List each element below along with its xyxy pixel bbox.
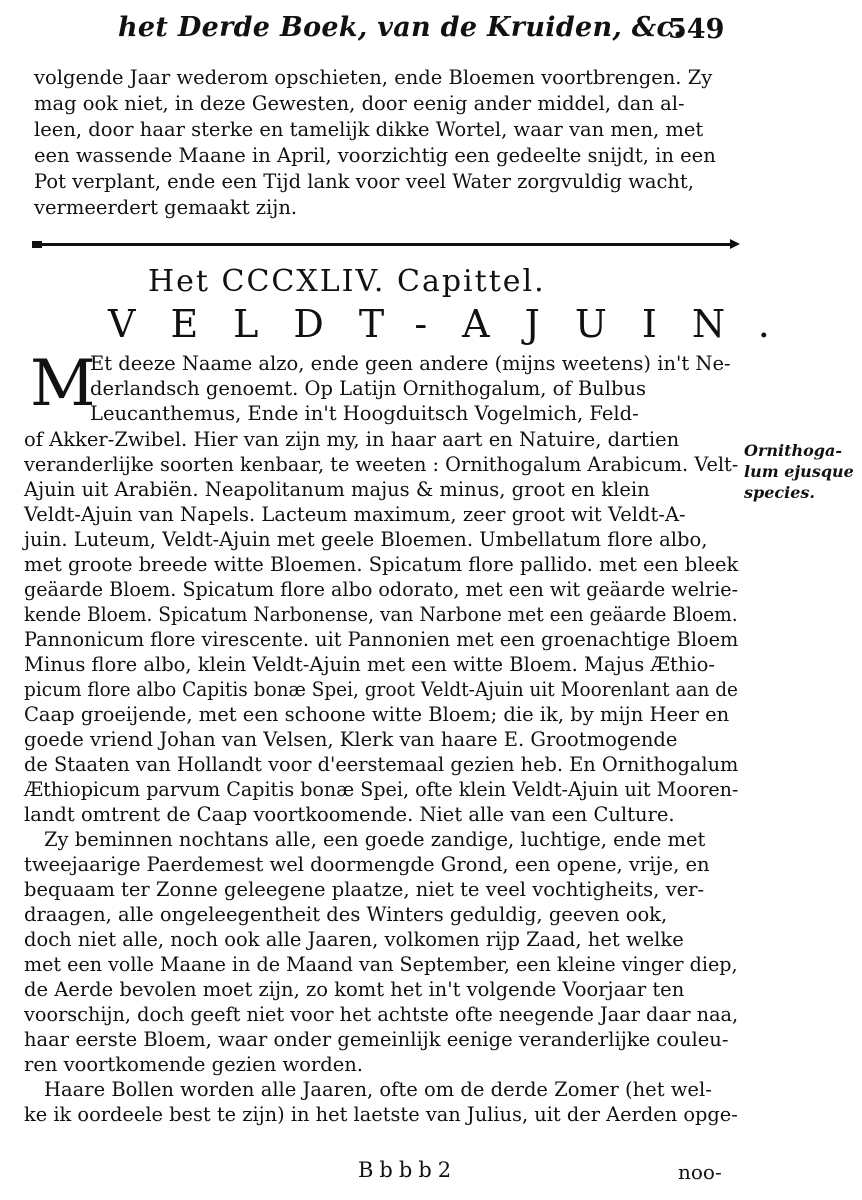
text-line: of Akker-Zwibel. Hier van zijn my, in haar aart en Natuire, dartien [24, 428, 680, 451]
text-line: de Aerde bevolen moet zijn, zo komt het in't volgende Voorjaar ten [24, 978, 685, 1001]
text-line: Minus flore albo, klein Veldt-Ajuin met een witte Bloem. Majus Æthio- [24, 653, 715, 676]
text-line: tweejaarige Paerdemest wel doormengde Grond, een opene, vrije, en [24, 853, 710, 876]
text-line: Haare Bollen worden alle Jaaren, ofte om de derde Zomer (het wel- [44, 1078, 712, 1101]
catchword: noo- [678, 1160, 722, 1184]
text-line: Ajuin uit Arabiën. Neapolitanum majus & minus, groot en klein [24, 478, 650, 501]
text-line: Caap groeijende, met een schoone witte Bloem; die ik, by mijn Heer en [24, 703, 730, 726]
text-line: derlandsch genoemt. Op Latijn Ornithogalum, of Bulbus [90, 377, 646, 400]
text-line: juin. Luteum, Veldt-Ajuin met geele Bloemen. Umbellatum flore albo, [24, 528, 708, 551]
text-line: haar eerste Bloem, waar onder gemeinlijk eenige veranderlijke couleu- [24, 1028, 729, 1051]
text-line: picum flore albo Capitis bonæ Spei, groot Veldt-Ajuin uit Moorenlant aan de [24, 678, 738, 701]
text-line: ke ik oordeele best te zijn) in het laetste van Julius, uit der Aerden opge- [24, 1103, 738, 1126]
signature-mark: Bbbb2 [358, 1158, 458, 1182]
text-line: vermeerdert gemaakt zijn. [34, 196, 298, 219]
text-line: Veldt-Ajuin van Napels. Lacteum maximum, zeer groot wit Veldt-A- [24, 503, 686, 526]
text-line: een wassende Maane in April, voorzichtig een gedeelte snijdt, in een [34, 144, 716, 167]
text-line: Zy beminnen nochtans alle, een goede zandige, luchtige, ende met [44, 828, 706, 851]
text-line: Leucanthemus, Ende in't Hoogduitsch Vogelmich, Feld- [90, 402, 639, 425]
chapter-title: VELDT-AJUIN. [108, 302, 805, 346]
running-head: het Derde Boek, van de Kruiden, &c. [118, 12, 683, 43]
text-line: Pot verplant, ende een Tijd lank voor veel Water zorgvuldig wacht, [34, 170, 694, 193]
text-line: mag ook niet, in deze Gewesten, door eenig ander middel, dan al- [34, 92, 685, 115]
chapter-heading: Het CCCXLIV. Capittel. [148, 264, 546, 299]
text-line: de Staaten van Hollandt voor d'eerstemaal gezien heb. En Ornithogalum [24, 753, 739, 776]
text-line: Æthiopicum parvum Capitis bonæ Spei, ofte klein Veldt-Ajuin uit Mooren- [24, 778, 739, 801]
text-line: draagen, alle ongeleegentheit des Winters geduldig, geeven ook, [24, 903, 668, 926]
text-line: bequaam ter Zonne geleegene plaatze, niet te veel vochtigheits, ver- [24, 878, 705, 901]
text-line: met een volle Maane in de Maand van September, een kleine vinger diep, [24, 953, 738, 976]
text-line: veranderlijke soorten kenbaar, te weeten : Ornithogalum Arabicum. Velt- [24, 453, 739, 476]
text-line: volgende Jaar wederom opschieten, ende Bloemen voortbrengen. Zy [34, 66, 713, 89]
text-line: landt omtrent de Caap voortkoomende. Niet alle van een Culture. [24, 803, 675, 826]
page-number: 549 [668, 14, 725, 45]
text-line: doch niet alle, noch ook alle Jaaren, volkomen rijp Zaad, het welke [24, 928, 684, 951]
text-line: ren voortkomende gezien worden. [24, 1053, 364, 1076]
ornament-rule [32, 243, 734, 246]
text-line: Et deeze Naame alzo, ende geen andere (mijns weetens) in't Ne- [90, 352, 731, 375]
margin-note: Ornithoga-lum ejusque species. [744, 441, 854, 502]
text-line: leen, door haar sterke en tamelijk dikke Wortel, waar van men, met [34, 118, 704, 141]
text-line: Pannonicum flore virescente. uit Pannonien met een groenachtige Bloem [24, 628, 739, 651]
text-line: goede vriend Johan van Velsen, Klerk van haare E. Grootmogende [24, 728, 678, 751]
text-line: kende Bloem. Spicatum Narbonense, van Narbone met een geäarde Bloem. [24, 603, 738, 626]
text-line: voorschijn, doch geeft niet voor het achtste ofte neegende Jaar daar naa, [24, 1003, 739, 1026]
drop-cap: M [30, 347, 96, 421]
text-line: geäarde Bloem. Spicatum flore albo odorato, met een wit geäarde welrie- [24, 578, 739, 601]
text-line: met groote breede witte Bloemen. Spicatum flore pallido. met een bleek [24, 553, 739, 576]
